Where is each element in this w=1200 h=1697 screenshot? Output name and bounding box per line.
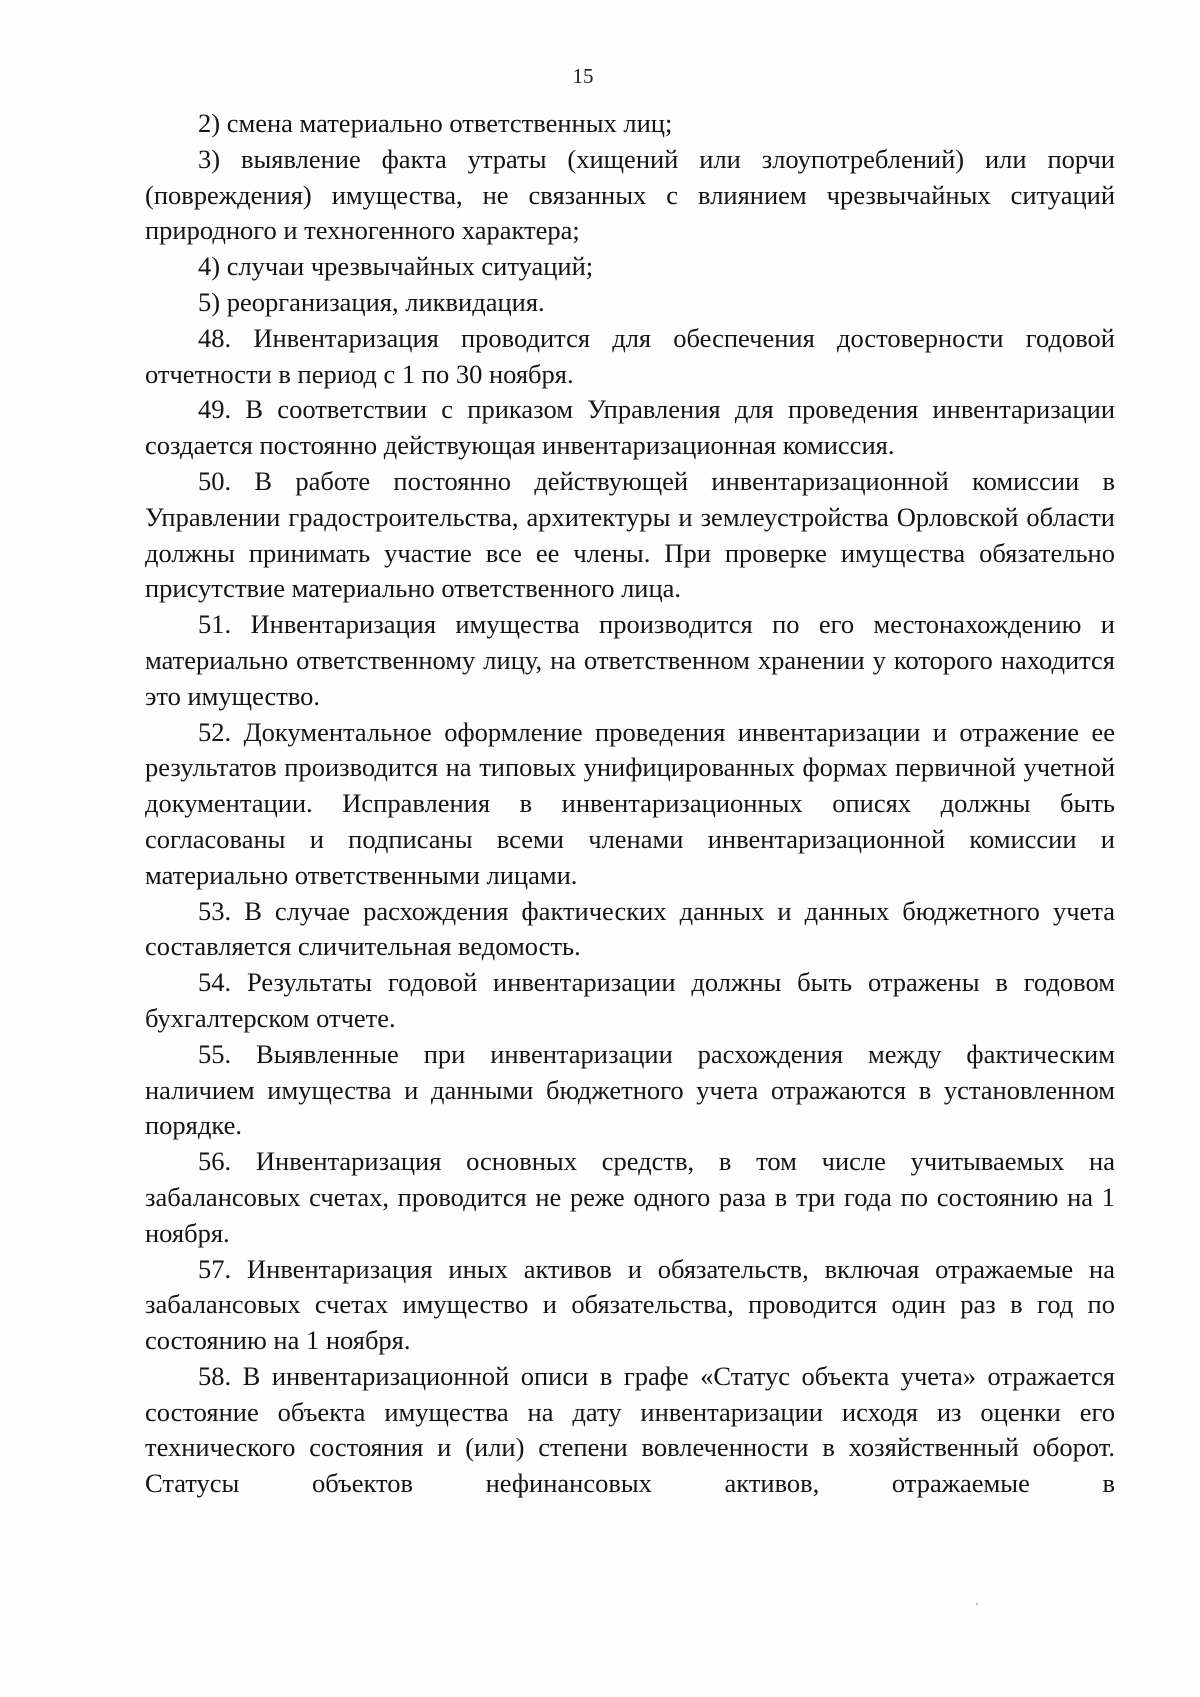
paragraph-50: 50. В работе постоянно действующей инвентаризационной комиссии в Управлении градостроительства, архитектуры и землеустройства Орловской области должны принимать участие все ее члены. При проверке имущества обязательно присутствие материально ответственного лица.	[145, 465, 1115, 604]
document-body	[145, 106, 1115, 1502]
paragraph-item-3: 3) выявление факта утраты (хищений или злоупотреблений) или порчи (повреждения) имущества, не связанных с влиянием чрезвычайных ситуаций природного и техногенного характера;	[145, 143, 1115, 246]
paragraph-item-5: 5) реорганизация, ликвидация.	[198, 286, 545, 317]
paragraph-51: 51. Инвентаризация имущества производится по его местонахождению и материально ответственному лицу, на ответственном хранении у которого находится это имущество.	[145, 609, 1115, 711]
scan-speck	[976, 1603, 978, 1605]
paragraph-52: 52. Документальное оформление проведения инвентаризации и отражение ее результатов производится на типовых унифицированных формах первичной учетной документации. Исправления в инвентаризационных описях должны быть согласованы и подписаны всеми членами инвентаризационной комиссии и материально ответственными лицами.	[145, 716, 1115, 890]
paragraph-53: 53. В случае расхождения фактических данных и данных бюджетного учета составляется сличительная ведомость.	[145, 895, 1115, 962]
paragraph-57: 57. Инвентаризация иных активов и обязательств, включая отражаемые на забалансовых счетах имущество и обязательства, проводится один раз в год по состоянию на 1 ноября.	[145, 1253, 1115, 1356]
paragraph-55: 55. Выявленные при инвентаризации расхождения между фактическим наличием имущества и данными бюджетного учета отражаются в установленном порядке.	[145, 1038, 1115, 1141]
paragraph-56: 56. Инвентаризация основных средств, в том числе учитываемых на забалансовых счетах, проводится не реже одного раза в три года по состоянию на 1 ноября.	[145, 1146, 1115, 1248]
paragraph-49: 49. В соответствии с приказом Управления для проведения инвентаризации создается постоянно действующая инвентаризационная комиссия.	[145, 394, 1115, 461]
paragraph-item-2: 2) смена материально ответственных лиц;	[198, 108, 673, 138]
paragraph-item-4: 4) случаи чрезвычайных ситуаций;	[198, 251, 594, 282]
paragraph-58: 58. В инвентаризационной описи в графе «Статус объекта учета» отражается состояние объекта имущества на дату инвентаризации исходя из оценки его технического состояния и (или) степени вовлеченности в хозяйственный оборот. Статусы объектов нефинансовых активов, отражаемые в	[145, 1360, 1115, 1499]
paragraph-54: 54. Результаты годовой инвентаризации должны быть отражены в годовом бухгалтерском отчете.	[145, 967, 1115, 1033]
paragraph-48: 48. Инвентаризация проводится для обеспечения достоверности годовой отчетности в период с 1 по 30 ноября.	[145, 322, 1115, 389]
page-number: 15	[572, 64, 594, 88]
